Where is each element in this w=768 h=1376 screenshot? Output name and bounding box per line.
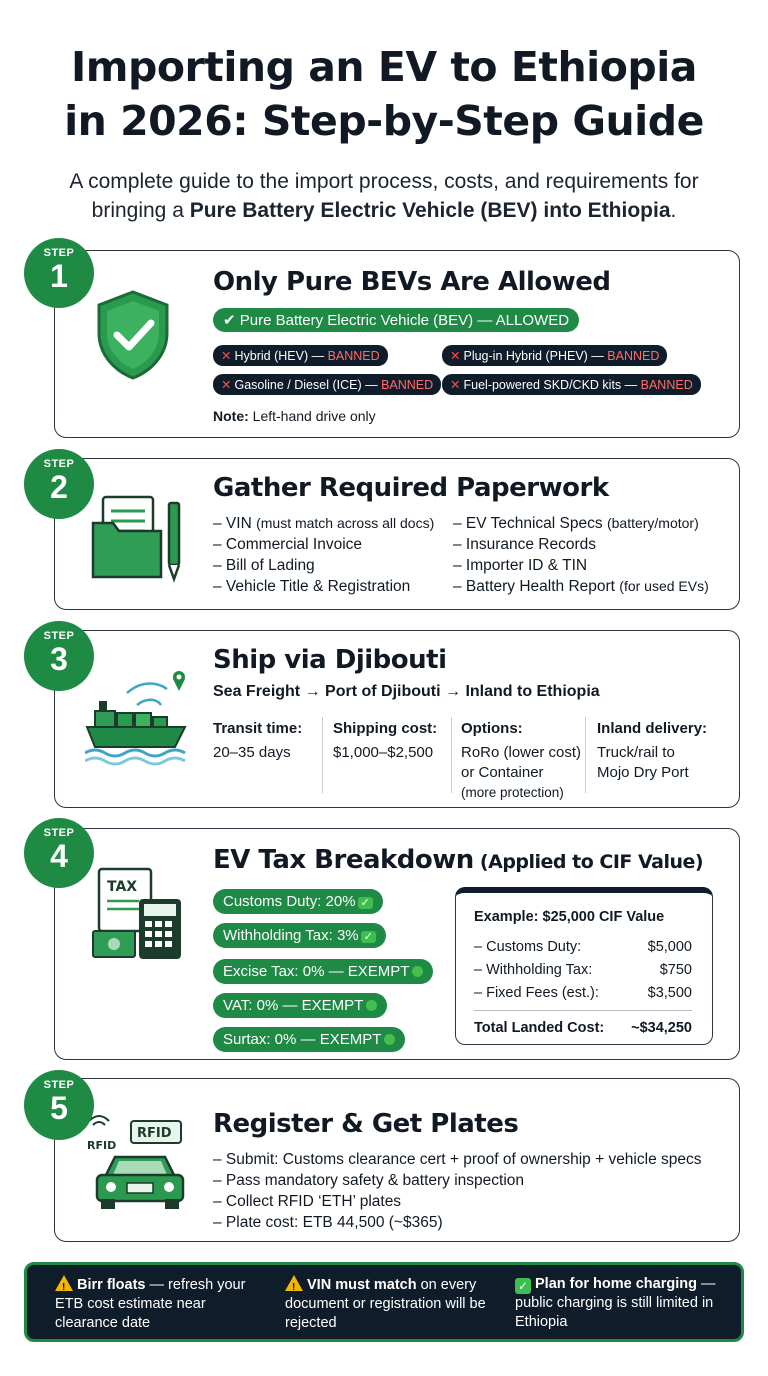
x-icon: ✕ — [221, 378, 232, 392]
row-label: – Customs Duty: — [474, 939, 582, 955]
doc-note: (battery/motor) — [606, 515, 699, 531]
col-value: $1,000–$2,500 — [333, 744, 434, 761]
step-label: STEP — [43, 630, 75, 642]
col-value: 20–35 days — [213, 744, 291, 761]
banned-name: Hybrid (HEV) — — [234, 349, 328, 363]
x-icon: ✕ — [221, 349, 232, 363]
registration-list — [213, 1149, 702, 1233]
banned-status: BANNED — [381, 378, 434, 392]
row-value: $750 — [659, 962, 692, 978]
banned-name: Plug-in Hybrid (PHEV) — — [463, 349, 608, 363]
tax-label: VAT: 0% — EXEMPT — [223, 997, 364, 1014]
step-5-card — [54, 1078, 740, 1242]
green-dot-icon — [384, 1034, 395, 1045]
tax-label: Withholding Tax: 3% — [223, 927, 359, 944]
inland-delivery-col — [597, 719, 707, 783]
col-value: (more protection) — [461, 785, 564, 800]
doc-text: – Battery Health Report — [453, 578, 620, 595]
step-number: 2 — [50, 469, 68, 505]
tip-bold: VIN must match — [307, 1277, 417, 1293]
col-heading: Options: — [461, 720, 523, 737]
col-heading: Shipping cost: — [333, 720, 438, 737]
page-title — [0, 40, 768, 148]
plate-text: RFID — [137, 1126, 172, 1141]
step-4-title-main: EV Tax Breakdown — [213, 845, 474, 875]
step-label: STEP — [43, 1079, 75, 1091]
doc-text: – EV Technical Specs — [453, 515, 607, 532]
step-2-title: Gather Required Paperwork — [213, 473, 609, 503]
options-col — [461, 719, 581, 803]
doc-text: – Commercial Invoice — [213, 536, 363, 553]
example-row — [474, 962, 692, 978]
doc-note: (for used EVs) — [619, 578, 709, 594]
list-item — [213, 534, 434, 555]
list-item: – Collect RFID ‘ETH’ plates — [213, 1193, 402, 1210]
step-4-badge — [24, 818, 94, 888]
list-item — [453, 555, 709, 576]
tip-text: on every document or registration will be rejected — [285, 1277, 486, 1331]
doc-text: – VIN — [213, 515, 257, 532]
list-item — [453, 576, 709, 597]
folder-documents-icon — [89, 493, 189, 590]
shield-check-icon — [93, 289, 173, 386]
step-3-card — [54, 630, 740, 808]
list-item — [453, 513, 709, 534]
title-line-2: in 2026: Step-by-Step Guide — [64, 97, 704, 145]
warning-icon — [55, 1275, 73, 1291]
tax-label: Excise Tax: 0% — EXEMPT — [223, 963, 410, 980]
tax-label: Customs Duty: 20% — [223, 893, 356, 910]
divider — [585, 717, 586, 793]
doc-text: – Importer ID & TIN — [453, 557, 588, 574]
step-label: STEP — [43, 827, 75, 839]
allowed-text: Pure Battery Electric Vehicle (BEV) — ALLOWED — [239, 312, 570, 329]
tip-birr — [55, 1275, 251, 1333]
example-heading: Example: $25,000 CIF Value — [474, 909, 665, 925]
col-value: Truck/rail to — [597, 744, 675, 761]
step-number: 4 — [50, 838, 68, 874]
tip-vin — [285, 1275, 491, 1333]
transit-time-col — [213, 719, 302, 763]
tax-pill-excise — [213, 959, 433, 984]
subtitle-bold: Pure Battery Electric Vehicle (BEV) into Ethiopia — [189, 199, 671, 222]
title-line-1: Importing an EV to Ethiopia — [71, 43, 697, 91]
step-label: STEP — [43, 458, 75, 470]
banned-name: Gasoline / Diesel (ICE) — — [234, 378, 382, 392]
doc-text: – Bill of Lading — [213, 557, 315, 574]
list-item — [213, 513, 434, 534]
cargo-ship-icon — [85, 665, 195, 776]
note-label: Note: — [213, 408, 249, 424]
tips-banner — [24, 1262, 744, 1342]
docs-left-list — [213, 513, 434, 597]
shipping-route: Sea Freight → Port of Djibouti → Inland to Ethiopia — [213, 683, 600, 700]
divider — [474, 1010, 692, 1011]
tip-charging — [515, 1275, 725, 1332]
list-item — [453, 534, 709, 555]
col-value: or Container — [461, 764, 544, 781]
step-3-badge — [24, 621, 94, 691]
step-1-note — [213, 408, 376, 424]
tip-text: — refresh your ETB cost estimate near clearance date — [55, 1277, 246, 1331]
tax-label: Surtax: 0% — EXEMPT — [223, 1031, 382, 1048]
green-dot-icon — [412, 966, 423, 977]
allowed-pill: ✔ Pure Battery Electric Vehicle (BEV) — ALLOWED — [213, 308, 579, 332]
tax-calculator-icon — [89, 865, 189, 970]
total-value: ~$34,250 — [631, 1020, 692, 1036]
step-number: 1 — [50, 258, 68, 294]
green-dot-icon — [366, 1000, 377, 1011]
step-4-title — [213, 845, 703, 875]
example-total — [474, 1020, 692, 1036]
tax-pill-vat — [213, 993, 387, 1018]
subtitle-end: . — [670, 199, 677, 222]
banned-pill-hev — [213, 345, 388, 366]
banned-status: BANNED — [327, 349, 380, 363]
note-text: Left-hand drive only — [248, 408, 376, 424]
banned-status: BANNED — [607, 349, 660, 363]
tip-bold: Birr floats — [77, 1277, 146, 1293]
doc-text: – Vehicle Title & Registration — [213, 578, 411, 595]
rfid-text: RFID — [87, 1139, 117, 1152]
warning-icon — [285, 1275, 303, 1291]
col-value: Mojo Dry Port — [597, 764, 689, 781]
step-number: 5 — [50, 1090, 68, 1126]
banned-pill-ice — [213, 374, 441, 395]
tip-bold: Plan for home charging — [535, 1276, 697, 1292]
col-heading: Inland delivery: — [597, 720, 708, 737]
row-label: – Withholding Tax: — [474, 962, 593, 978]
check-icon: ✓ — [515, 1278, 531, 1294]
car-rfid-plate-icon — [85, 1111, 195, 1226]
col-heading: Transit time: — [213, 720, 303, 737]
step-2-card — [54, 458, 740, 610]
tax-pill-customs — [213, 889, 383, 914]
step-number: 3 — [50, 641, 68, 677]
tax-pill-withholding — [213, 923, 386, 948]
banned-pill-phev — [442, 345, 667, 366]
check-icon: ✓ — [358, 897, 373, 909]
divider — [322, 717, 323, 793]
col-value: RoRo (lower cost) — [461, 744, 582, 761]
x-icon: ✕ — [450, 349, 461, 363]
tip-text: — public charging is still limited in Ethiopia — [515, 1276, 716, 1330]
example-row — [474, 985, 692, 1001]
step-label: STEP — [43, 247, 75, 259]
divider — [451, 717, 452, 793]
row-label: – Fixed Fees (est.): — [474, 985, 599, 1001]
total-label: Total Landed Cost: — [474, 1020, 605, 1036]
step-4-card — [54, 828, 740, 1060]
list-item: – Plate cost: ETB 44,500 (~$365) — [213, 1214, 443, 1231]
subtitle-text: A complete guide to the import process, costs, and requirements for bringing a — [69, 170, 699, 222]
step-1-card — [54, 250, 740, 438]
svg-text:TAX: TAX — [107, 879, 138, 895]
tax-pill-surtax — [213, 1027, 405, 1052]
shipping-cost-col — [333, 719, 437, 763]
list-item: – Submit: Customs clearance cert + proof of ownership + vehicle specs — [213, 1151, 702, 1168]
banned-name: Fuel-powered SKD/CKD kits — — [463, 378, 641, 392]
banned-pill-kits — [442, 374, 701, 395]
step-1-badge — [24, 238, 94, 308]
list-item — [213, 576, 434, 597]
docs-right-list — [453, 513, 709, 597]
doc-note: (must match across all docs) — [256, 515, 435, 531]
banned-status: BANNED — [640, 378, 693, 392]
row-value: $3,500 — [647, 985, 692, 1001]
example-row — [474, 939, 692, 955]
step-5-title: Register & Get Plates — [213, 1109, 519, 1139]
page-subtitle — [30, 167, 738, 225]
list-item: – Pass mandatory safety & battery inspection — [213, 1172, 525, 1189]
row-value: $5,000 — [647, 939, 692, 955]
example-cost-box — [455, 887, 713, 1045]
check-icon: ✓ — [361, 931, 376, 943]
step-3-title: Ship via Djibouti — [213, 645, 447, 675]
step-4-title-sub: (Applied to CIF Value) — [473, 851, 704, 873]
step-5-badge — [24, 1070, 94, 1140]
step-2-badge — [24, 449, 94, 519]
list-item — [213, 555, 434, 576]
doc-text: – Insurance Records — [453, 536, 597, 553]
x-icon: ✕ — [450, 378, 461, 392]
step-1-title: Only Pure BEVs Are Allowed — [213, 267, 611, 297]
